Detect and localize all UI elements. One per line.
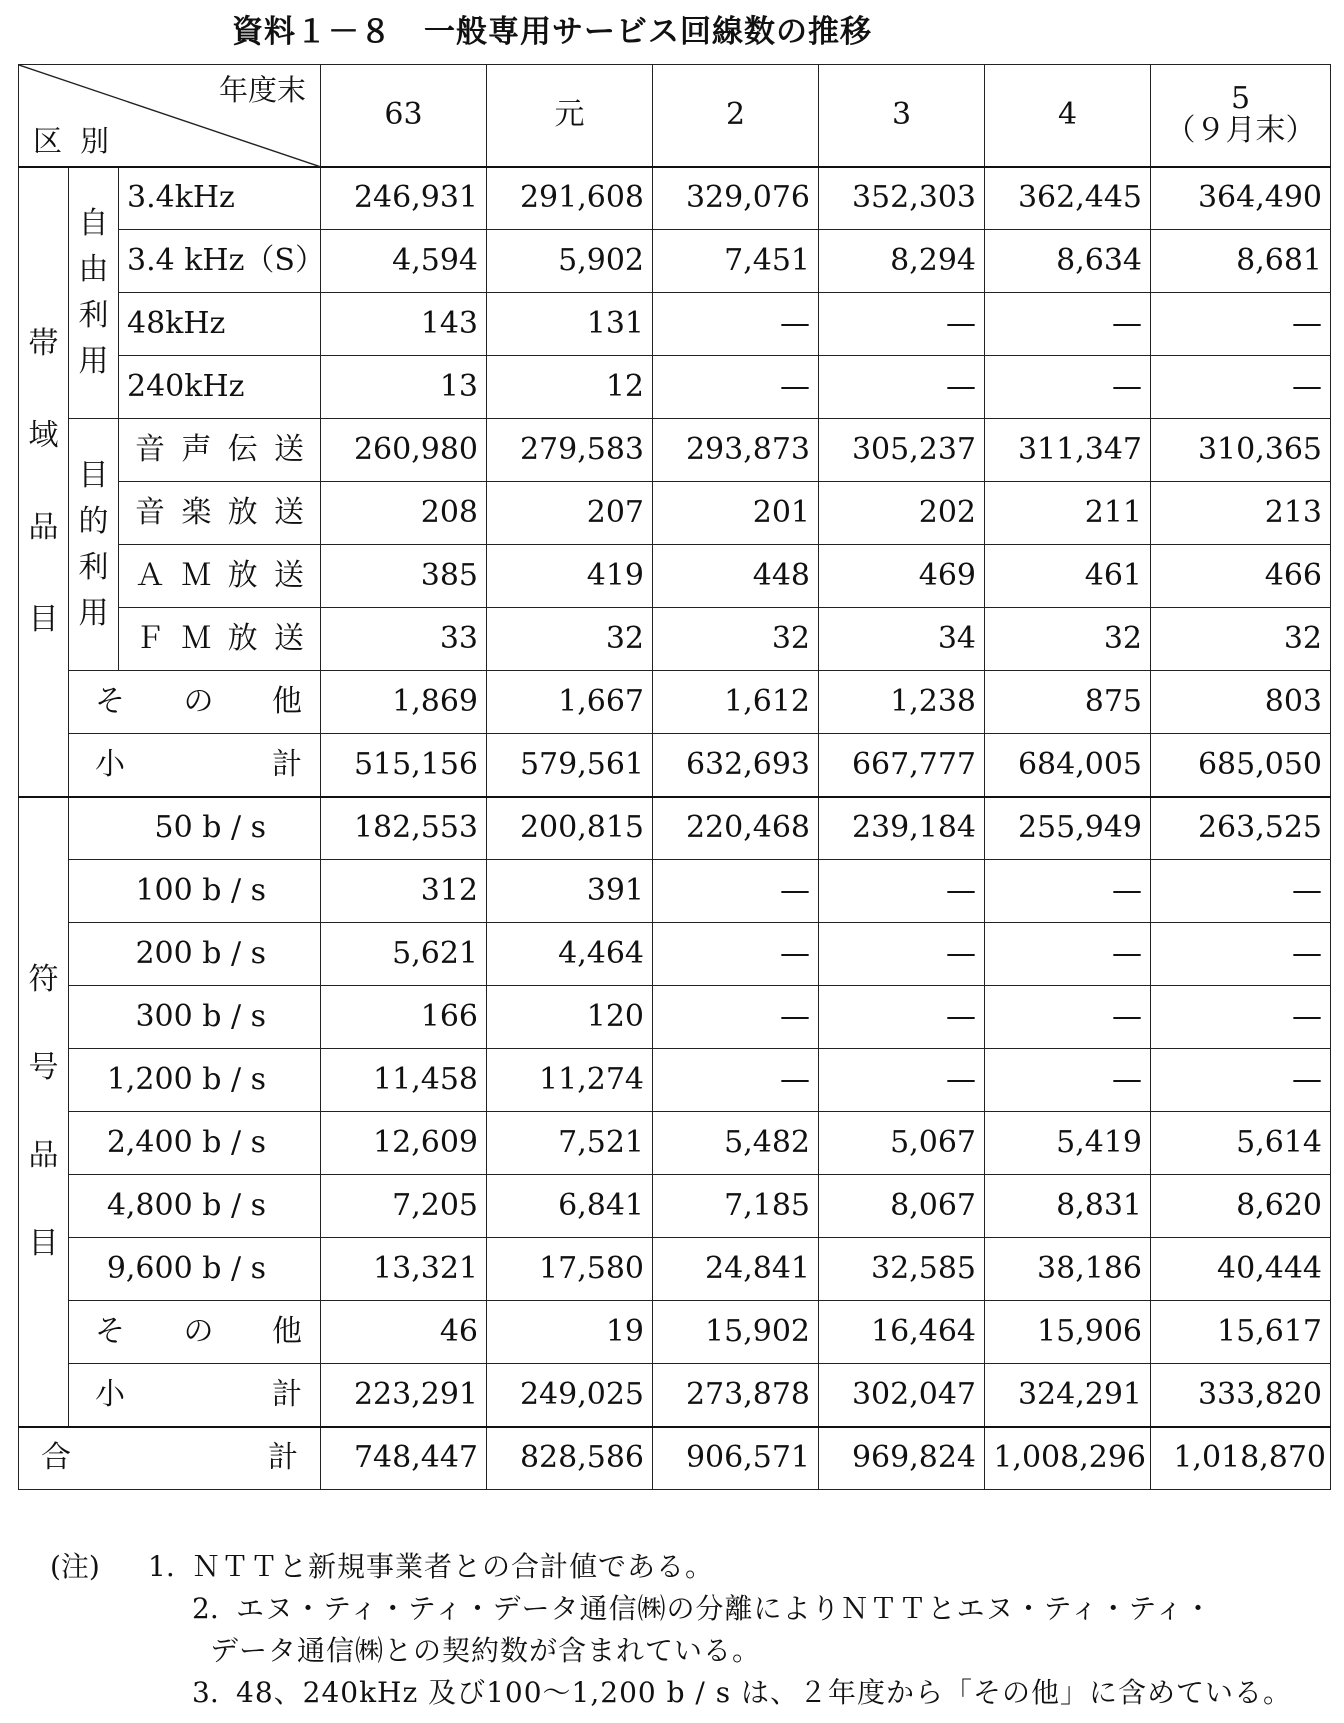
table-row <box>19 1049 1331 1112</box>
table-row-total <box>19 1427 1331 1490</box>
cell: — <box>985 860 1151 923</box>
cell: 1,018,870 <box>1151 1427 1331 1490</box>
cell: 466 <box>1151 545 1331 608</box>
cell: — <box>1151 923 1331 986</box>
cell: 1,238 <box>819 671 985 734</box>
cell: — <box>653 356 819 419</box>
cell: 1,667 <box>487 671 653 734</box>
cell: — <box>819 293 985 356</box>
vertical-char: 品 <box>28 1137 59 1173</box>
cell: 828,586 <box>487 1427 653 1490</box>
cell: 1,008,296 <box>985 1427 1151 1490</box>
cell: 8,294 <box>819 230 985 293</box>
row-label: その他 <box>69 1301 321 1364</box>
table-row <box>19 419 1331 482</box>
cell: 311,347 <box>985 419 1151 482</box>
cell: 7,521 <box>487 1112 653 1175</box>
header-year: 3 <box>819 65 985 167</box>
note-number: 2. <box>192 1592 219 1625</box>
table-row <box>19 734 1331 797</box>
cell: 4,464 <box>487 923 653 986</box>
vertical-char: 自 <box>78 205 109 241</box>
cell: 273,878 <box>653 1364 819 1427</box>
document-title: 資料１－８ 一般専用サービス回線数の推移 <box>232 14 872 50</box>
row-label: 小計 <box>69 1364 321 1427</box>
cell: — <box>1151 1049 1331 1112</box>
table-row <box>19 482 1331 545</box>
cell: 213 <box>1151 482 1331 545</box>
cell: 461 <box>985 545 1151 608</box>
group-bandwidth <box>19 167 69 797</box>
cell: — <box>985 1049 1151 1112</box>
vertical-char: 号 <box>28 1049 59 1085</box>
cell: 32 <box>487 608 653 671</box>
cell: 362,445 <box>985 167 1151 230</box>
row-label: 240kHz <box>119 356 321 419</box>
table-row <box>19 797 1331 860</box>
vertical-char: 利 <box>78 297 109 333</box>
cell: 7,205 <box>321 1175 487 1238</box>
vertical-char: 品 <box>28 509 59 545</box>
cell: — <box>985 986 1151 1049</box>
cell: 5,419 <box>985 1112 1151 1175</box>
row-label: 合計 <box>19 1427 321 1490</box>
cell: 8,067 <box>819 1175 985 1238</box>
group-free-use <box>69 167 119 419</box>
row-label: ＡＭ放送 <box>119 545 321 608</box>
cell: — <box>653 923 819 986</box>
cell: 12,609 <box>321 1112 487 1175</box>
cell: 11,458 <box>321 1049 487 1112</box>
cell: 33 <box>321 608 487 671</box>
cell: 448 <box>653 545 819 608</box>
cell: 223,291 <box>321 1364 487 1427</box>
cell: 38,186 <box>985 1238 1151 1301</box>
cell: 120 <box>487 986 653 1049</box>
table-row <box>19 293 1331 356</box>
cell: 329,076 <box>653 167 819 230</box>
cell: 200,815 <box>487 797 653 860</box>
vertical-char: 目 <box>28 601 59 637</box>
row-label: 100 b / s <box>69 860 321 923</box>
header-row <box>19 65 1331 167</box>
cell: 16,464 <box>819 1301 985 1364</box>
table-row <box>19 986 1331 1049</box>
header-year: 63 <box>321 65 487 167</box>
cell: 419 <box>487 545 653 608</box>
table-row <box>19 1301 1331 1364</box>
table-row <box>19 230 1331 293</box>
note-item <box>50 1546 1330 1588</box>
cell: 15,906 <box>985 1301 1151 1364</box>
cell: — <box>985 923 1151 986</box>
vertical-char: 符 <box>28 961 59 997</box>
cell: — <box>819 1049 985 1112</box>
vertical-char: 用 <box>78 343 109 379</box>
header-corner <box>19 65 321 167</box>
note-text: 48、240kHz 及び100～1,200 b / s は、２年度から「その他」に含めている。 <box>236 1676 1293 1709</box>
header-year: 2 <box>653 65 819 167</box>
cell: — <box>1151 986 1331 1049</box>
cell: — <box>819 923 985 986</box>
cell: 748,447 <box>321 1427 487 1490</box>
cell: 249,025 <box>487 1364 653 1427</box>
cell: 8,831 <box>985 1175 1151 1238</box>
cell: — <box>819 986 985 1049</box>
cell: — <box>653 986 819 1049</box>
cell: 260,980 <box>321 419 487 482</box>
row-label: 3.4kHz <box>119 167 321 230</box>
note-number: 3. <box>192 1676 219 1709</box>
note-text: ＮＴＴと新規事業者との合計値である。 <box>192 1550 715 1583</box>
notes-label: (注) <box>50 1550 100 1583</box>
cell: — <box>1151 356 1331 419</box>
note-text: エヌ・ティ・ティ・データ通信㈱の分離によりＮＴＴとエヌ・ティ・ティ・ <box>236 1592 1214 1625</box>
vertical-char: 利 <box>78 549 109 585</box>
row-label: 3.4 kHz（S） <box>119 230 321 293</box>
cell: 667,777 <box>819 734 985 797</box>
cell: 131 <box>487 293 653 356</box>
cell: 906,571 <box>653 1427 819 1490</box>
cell: 969,824 <box>819 1427 985 1490</box>
cell: 391 <box>487 860 653 923</box>
vertical-char: 的 <box>78 503 109 539</box>
cell: 803 <box>1151 671 1331 734</box>
cell: 310,365 <box>1151 419 1331 482</box>
table-row <box>19 167 1331 230</box>
cell: 7,451 <box>653 230 819 293</box>
cell: 279,583 <box>487 419 653 482</box>
cell: — <box>1151 860 1331 923</box>
vertical-char: 由 <box>78 251 109 287</box>
cell: 302,047 <box>819 1364 985 1427</box>
cell: 13,321 <box>321 1238 487 1301</box>
cell: 208 <box>321 482 487 545</box>
cell: 684,005 <box>985 734 1151 797</box>
table-row <box>19 860 1331 923</box>
cell: 5,614 <box>1151 1112 1331 1175</box>
cell: 5,621 <box>321 923 487 986</box>
header-year: 4 <box>985 65 1151 167</box>
note-item <box>50 1588 1330 1630</box>
cell: — <box>1151 293 1331 356</box>
header-year-5 <box>1151 65 1331 167</box>
row-label: 300 b / s <box>69 986 321 1049</box>
cell: 207 <box>487 482 653 545</box>
cell: 32 <box>653 608 819 671</box>
cell: 632,693 <box>653 734 819 797</box>
cell: 143 <box>321 293 487 356</box>
cell: 8,620 <box>1151 1175 1331 1238</box>
cell: — <box>653 1049 819 1112</box>
table-row <box>19 545 1331 608</box>
cell: 579,561 <box>487 734 653 797</box>
cell: 246,931 <box>321 167 487 230</box>
notes <box>50 1546 1330 1714</box>
row-label: 4,800 b / s <box>69 1175 321 1238</box>
header-year-5-number: 5 <box>1230 81 1251 117</box>
table-row <box>19 356 1331 419</box>
note-text-continued: データ通信㈱との契約数が含まれている。 <box>210 1634 762 1667</box>
vertical-char: 目 <box>78 457 109 493</box>
row-label: 1,200 b / s <box>69 1049 321 1112</box>
row-label: 小計 <box>69 734 321 797</box>
cell: 333,820 <box>1151 1364 1331 1427</box>
cell: 15,617 <box>1151 1301 1331 1364</box>
corner-label-category: 区別 <box>33 123 128 158</box>
cell: 263,525 <box>1151 797 1331 860</box>
cell: 291,608 <box>487 167 653 230</box>
header-year-5-note: （９月末） <box>1165 113 1316 149</box>
cell: 40,444 <box>1151 1238 1331 1301</box>
cell: 24,841 <box>653 1238 819 1301</box>
table-row <box>19 1238 1331 1301</box>
circuits-table <box>18 64 1331 1490</box>
cell: 515,156 <box>321 734 487 797</box>
cell: 6,841 <box>487 1175 653 1238</box>
table-row <box>19 671 1331 734</box>
cell: 46 <box>321 1301 487 1364</box>
cell: 11,274 <box>487 1049 653 1112</box>
note-number: 1. <box>148 1550 175 1583</box>
cell: 34 <box>819 608 985 671</box>
cell: 182,553 <box>321 797 487 860</box>
cell: 364,490 <box>1151 167 1331 230</box>
vertical-char: 帯 <box>28 325 59 361</box>
cell: 201 <box>653 482 819 545</box>
cell: 32 <box>985 608 1151 671</box>
cell: 5,067 <box>819 1112 985 1175</box>
row-label: 音楽放送 <box>119 482 321 545</box>
cell: 220,468 <box>653 797 819 860</box>
vertical-char: 用 <box>78 595 109 631</box>
cell: — <box>819 860 985 923</box>
group-code <box>19 797 69 1427</box>
header-year: 元 <box>487 65 653 167</box>
vertical-char: 域 <box>28 417 59 453</box>
table-row <box>19 1364 1331 1427</box>
cell: 293,873 <box>653 419 819 482</box>
cell: 7,185 <box>653 1175 819 1238</box>
cell: 875 <box>985 671 1151 734</box>
cell: 305,237 <box>819 419 985 482</box>
cell: — <box>985 356 1151 419</box>
cell: 324,291 <box>985 1364 1151 1427</box>
cell: — <box>653 293 819 356</box>
row-label: その他 <box>69 671 321 734</box>
corner-label-year-end: 年度末 <box>219 73 307 107</box>
note-item <box>50 1672 1330 1714</box>
table-row <box>19 923 1331 986</box>
vertical-char: 目 <box>28 1225 59 1261</box>
cell: 12 <box>487 356 653 419</box>
cell: 352,303 <box>819 167 985 230</box>
cell: 202 <box>819 482 985 545</box>
cell: — <box>653 860 819 923</box>
row-label: 9,600 b / s <box>69 1238 321 1301</box>
cell: 17,580 <box>487 1238 653 1301</box>
row-label: 48kHz <box>119 293 321 356</box>
cell: 1,612 <box>653 671 819 734</box>
row-label: 200 b / s <box>69 923 321 986</box>
cell: 5,482 <box>653 1112 819 1175</box>
cell: 13 <box>321 356 487 419</box>
cell: 255,949 <box>985 797 1151 860</box>
cell: 19 <box>487 1301 653 1364</box>
cell: 32 <box>1151 608 1331 671</box>
cell: 239,184 <box>819 797 985 860</box>
cell: — <box>985 293 1151 356</box>
row-label: ＦＭ放送 <box>119 608 321 671</box>
table-row <box>19 1112 1331 1175</box>
table-row <box>19 1175 1331 1238</box>
cell: 685,050 <box>1151 734 1331 797</box>
group-purpose-use <box>69 419 119 671</box>
cell: — <box>819 356 985 419</box>
cell: 1,869 <box>321 671 487 734</box>
cell: 5,902 <box>487 230 653 293</box>
row-label: 2,400 b / s <box>69 1112 321 1175</box>
table-row <box>19 608 1331 671</box>
cell: 8,634 <box>985 230 1151 293</box>
row-label: 音声伝送 <box>119 419 321 482</box>
cell: 32,585 <box>819 1238 985 1301</box>
cell: 469 <box>819 545 985 608</box>
cell: 4,594 <box>321 230 487 293</box>
cell: 8,681 <box>1151 230 1331 293</box>
row-label: 50 b / s <box>69 797 321 860</box>
cell: 211 <box>985 482 1151 545</box>
cell: 166 <box>321 986 487 1049</box>
cell: 15,902 <box>653 1301 819 1364</box>
cell: 385 <box>321 545 487 608</box>
cell: 312 <box>321 860 487 923</box>
